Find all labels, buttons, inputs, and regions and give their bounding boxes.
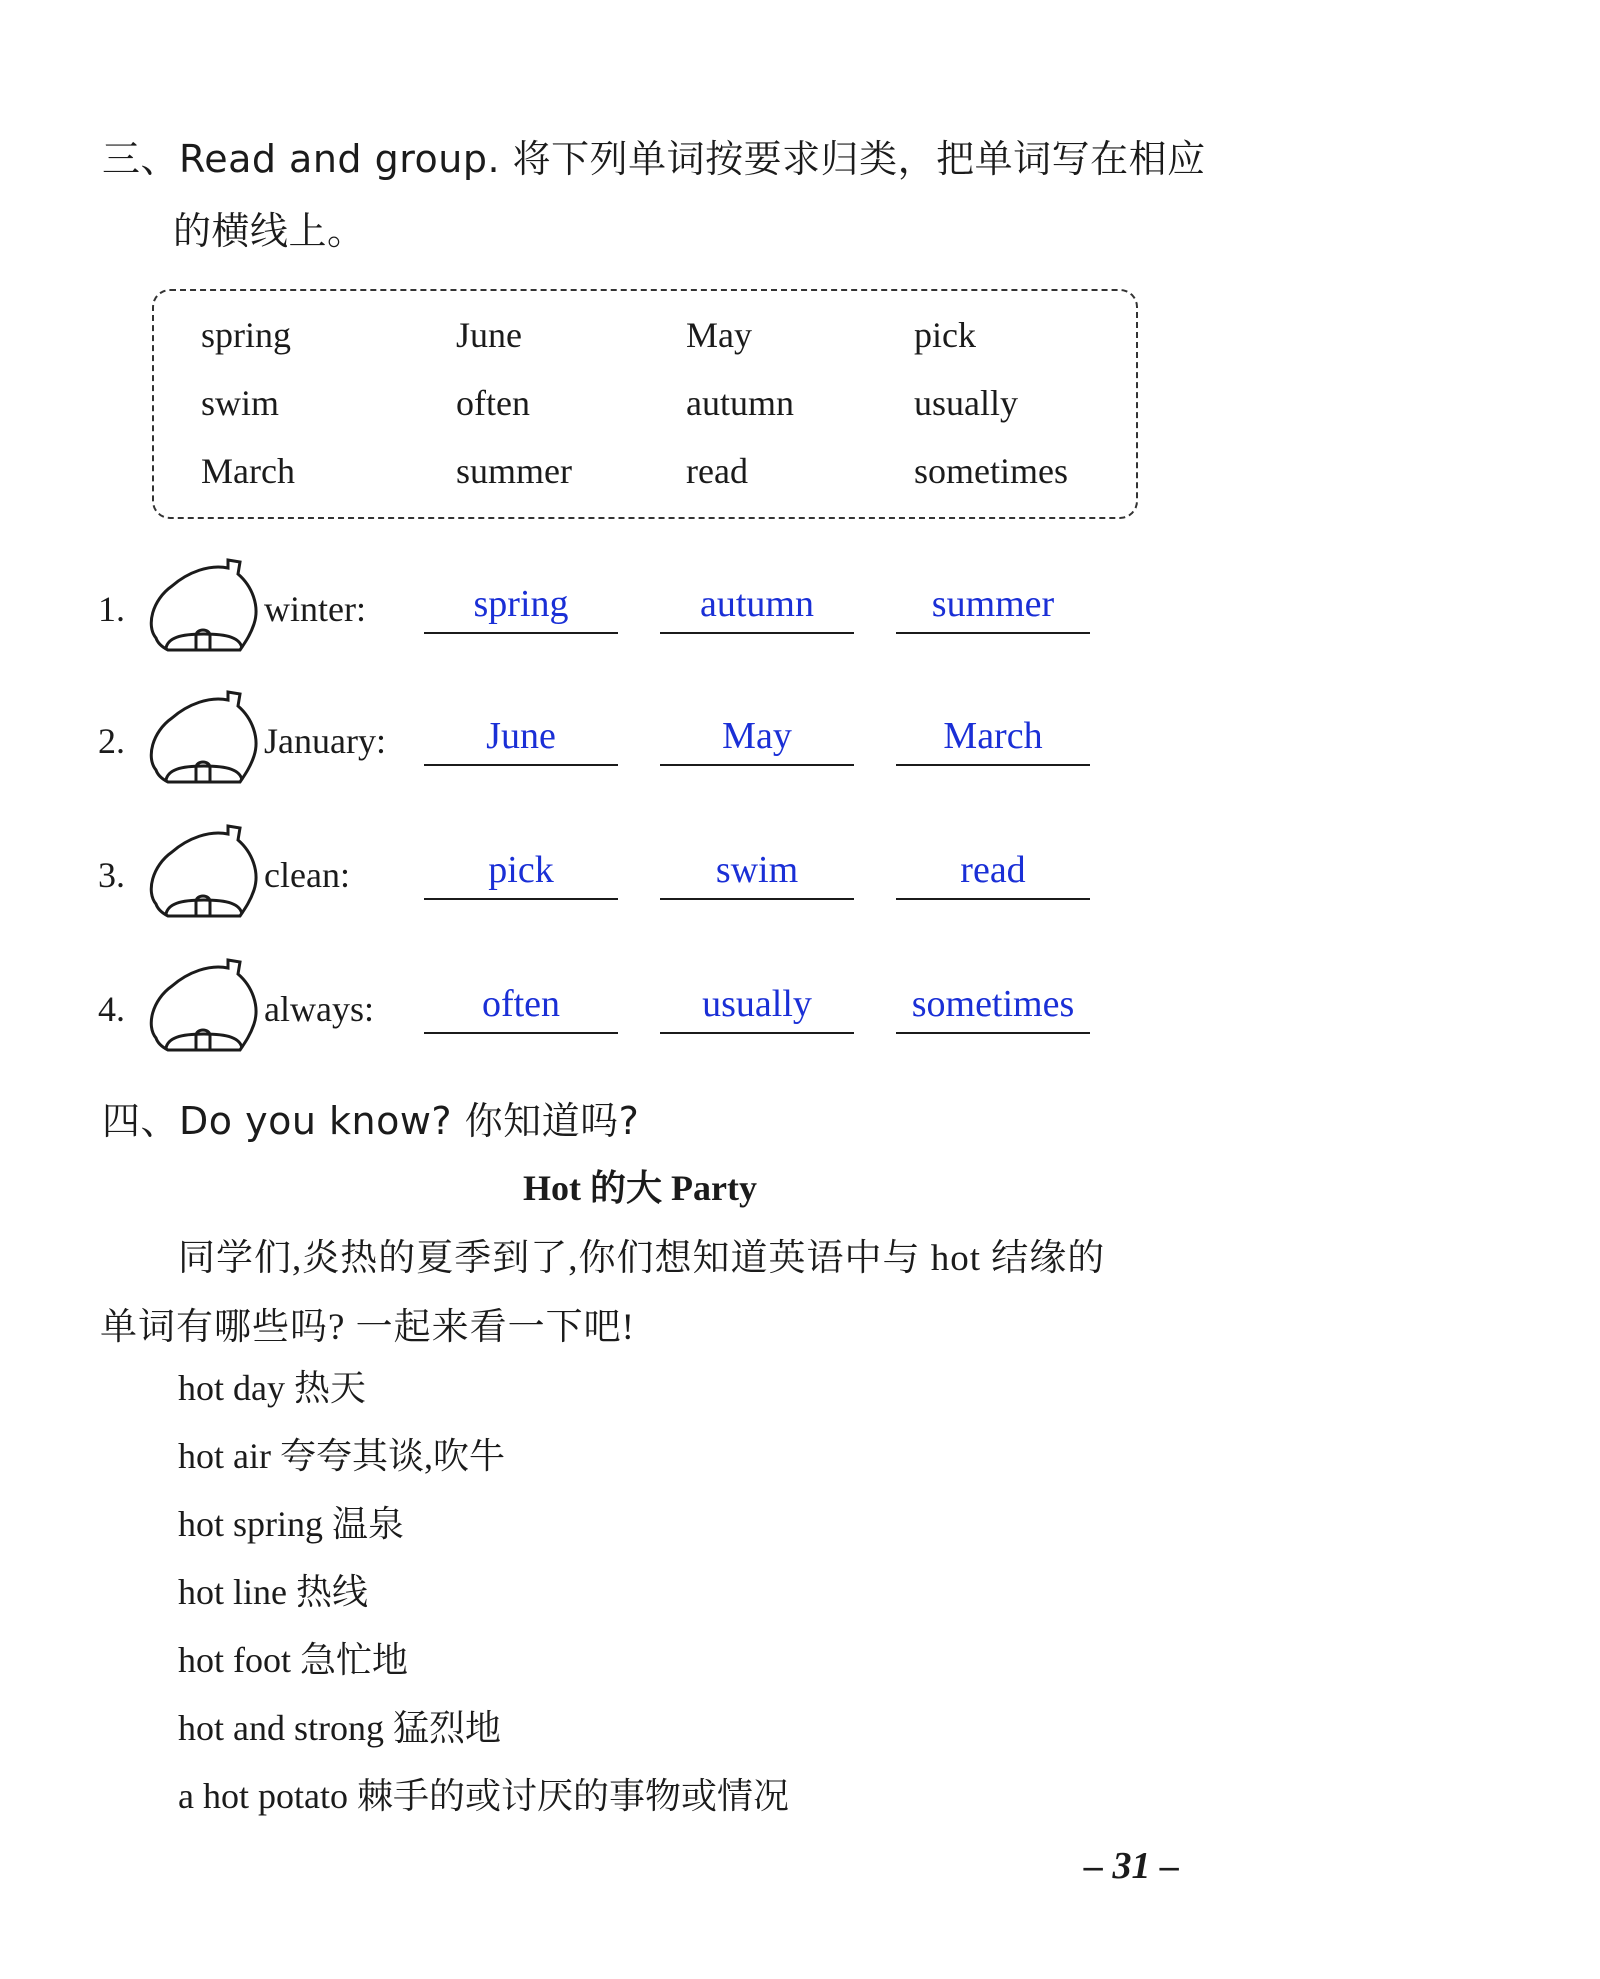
phrase-item: hot line 热线 [178, 1572, 368, 1612]
answer-blank[interactable] [660, 836, 854, 900]
word-bank-item: usually [914, 383, 1018, 423]
answer-blank[interactable] [896, 836, 1090, 900]
answer-text: swim [715, 849, 799, 891]
story-title: Hot 的大 Party [523, 1168, 757, 1208]
question-number: 4. [98, 989, 125, 1029]
question-row-2 [0, 684, 1160, 794]
answer-text: usually [702, 983, 812, 1025]
question-row-1 [0, 552, 1160, 662]
word-bank-item: swim [201, 383, 280, 423]
word-bank-item: often [456, 383, 530, 423]
answer-blank[interactable] [424, 970, 618, 1034]
answer-text: May [722, 715, 792, 757]
answer-text: June [486, 715, 556, 757]
answer-text: pick [488, 849, 554, 891]
answer-text: summer [931, 583, 1055, 625]
question-row-3 [0, 818, 1160, 928]
answer-blank[interactable] [424, 702, 618, 766]
word-bank-item: pick [914, 315, 976, 355]
answer-text: sometimes [911, 983, 1075, 1025]
answer-text: often [481, 983, 561, 1025]
answer-blank[interactable] [896, 970, 1090, 1034]
question-keyword: winter: [264, 589, 366, 629]
section4-heading: 四、Do you know? 你知道吗? [102, 1099, 640, 1143]
phrase-item: hot and strong 猛烈地 [178, 1708, 501, 1748]
question-number: 1. [98, 589, 125, 629]
intro-line-1: 同学们,炎热的夏季到了,你们想知道英语中与 hot 结缘的 [178, 1238, 1106, 1279]
answer-blank[interactable] [660, 570, 854, 634]
answer-blank[interactable] [896, 570, 1090, 634]
phrase-item: hot day 热天 [178, 1368, 366, 1408]
word-bank-box [152, 289, 1138, 519]
house-icon [144, 684, 264, 794]
phrase-item: hot air 夸夸其谈,吹牛 [178, 1436, 505, 1476]
answer-blank[interactable] [424, 570, 618, 634]
answer-text: read [960, 849, 1026, 891]
answer-blank[interactable] [660, 702, 854, 766]
page-number: – 31 – [1084, 1845, 1179, 1887]
word-bank-item: June [456, 315, 522, 355]
answer-text: autumn [700, 583, 814, 625]
word-bank-item: spring [201, 315, 291, 355]
question-number: 2. [98, 721, 125, 761]
intro-line-2: 单词有哪些吗? 一起来看一下吧! [100, 1307, 635, 1348]
word-bank-item: read [686, 451, 748, 491]
word-bank-item: May [686, 315, 752, 355]
phrase-item: hot foot 急忙地 [178, 1640, 408, 1680]
answer-text: spring [473, 583, 569, 625]
question-keyword: January: [264, 721, 386, 761]
answer-text: March [943, 715, 1043, 757]
word-bank-item: sometimes [914, 451, 1068, 491]
phrase-item: a hot potato 棘手的或讨厌的事物或情况 [178, 1776, 789, 1816]
section3-heading-line2: 的横线上。 [173, 209, 366, 253]
word-bank-item: summer [456, 451, 572, 491]
answer-blank[interactable] [424, 836, 618, 900]
question-keyword: always: [264, 989, 374, 1029]
word-bank-item: autumn [686, 383, 794, 423]
house-icon [144, 952, 264, 1062]
phrase-item: hot spring 温泉 [178, 1504, 405, 1544]
word-bank-item: March [201, 451, 295, 491]
section3-heading-line1: 三、Read and group. 将下列单词按要求归类，把单词写在相应 [102, 137, 1206, 181]
answer-blank[interactable] [660, 970, 854, 1034]
question-keyword: clean: [264, 855, 350, 895]
house-icon [144, 818, 264, 928]
question-row-4 [0, 952, 1160, 1062]
house-icon [144, 552, 264, 662]
question-number: 3. [98, 855, 125, 895]
answer-blank[interactable] [896, 702, 1090, 766]
